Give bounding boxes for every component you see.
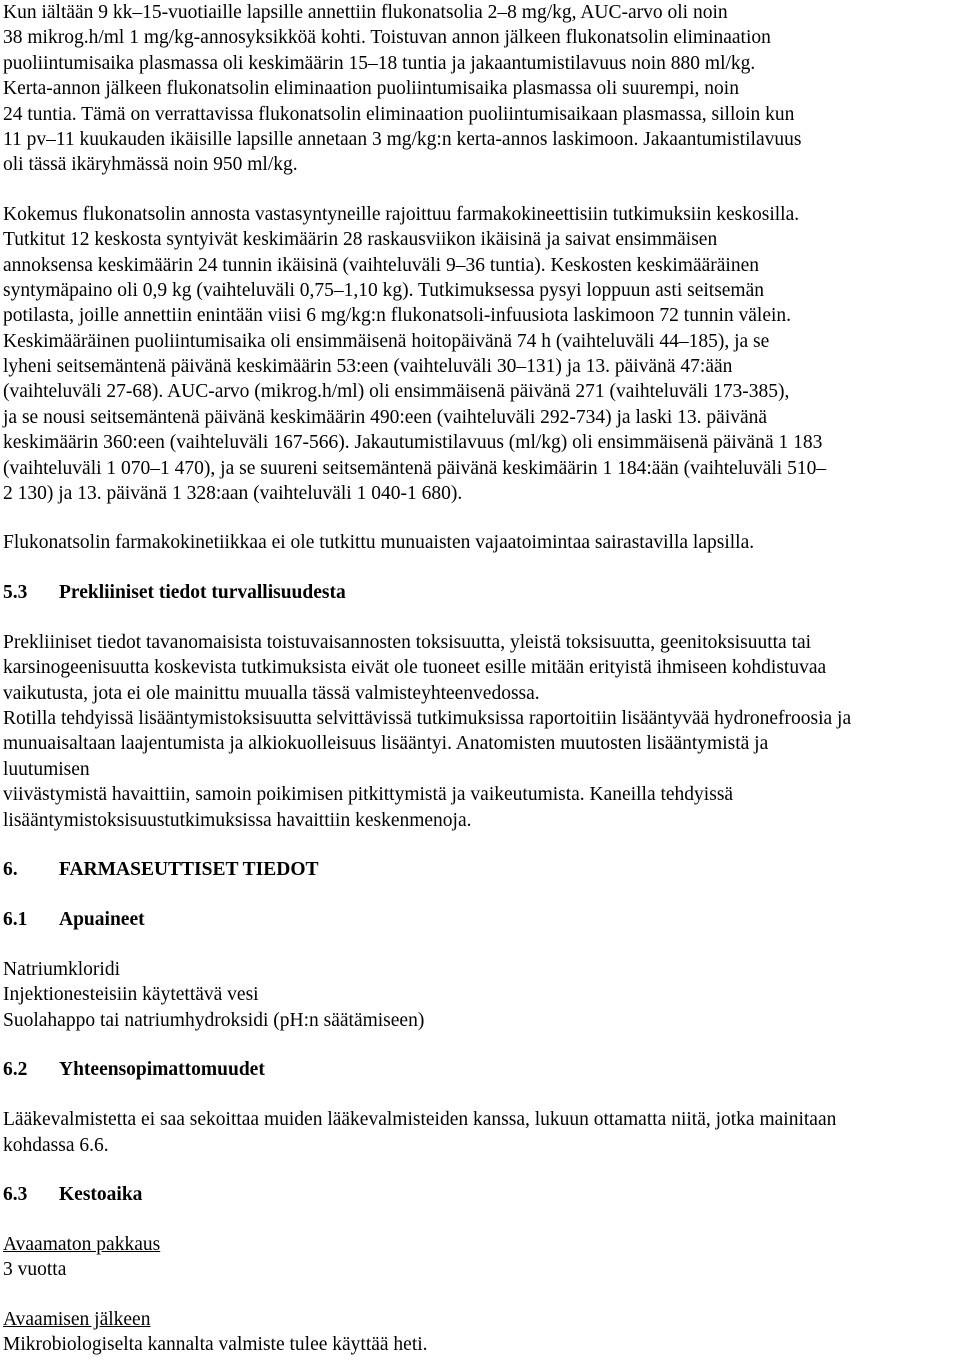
section-number: 6. [3, 858, 18, 880]
text-line: munuaisaltaan laajentumista ja alkiokuolleisuus lisääntyi. Anatomisten muutosten lisääntymistä ja [3, 733, 769, 755]
list-item: Suolahappo tai natriumhydroksidi (pH:n säätämiseen) [3, 1009, 425, 1031]
section-number: 6.1 [3, 908, 28, 930]
paragraph-incompatibilities [3, 1107, 959, 1158]
text-line: karsinogeenisuutta koskevista tutkimuksista eivät ole tuoneet esille mitään erityistä ihmiseen kohdistuvaa [3, 657, 827, 679]
text-line: kohdassa 6.6. [3, 1134, 109, 1156]
section-title: Kestoaika [59, 1183, 143, 1205]
section-title: Apuaineet [59, 908, 145, 930]
excipient-list [3, 957, 959, 1033]
paragraph-preclinical [3, 630, 959, 833]
opened-value: Mikrobiologiselta kannalta valmiste tulee käyttää heti. [3, 1334, 428, 1356]
text-line: keskimäärin 360:een (vaihteluväli 167-566). Jakautumistilavuus (ml/kg) oli ensimmäisenä päivänä 1 183 [3, 432, 823, 454]
section-heading-6 [3, 857, 959, 883]
text-line: annoksensa keskimäärin 24 tunnin ikäisinä (vaihteluväli 9–36 tuntia). Keskosten keskimääräinen [3, 254, 759, 276]
text-line: vaikutusta, jota ei ole mainittu muualla tässä valmisteyhteenvedossa. [3, 682, 540, 704]
text-line: Prekliiniset tiedot tavanomaisista toistuvaisannosten toksisuutta, yleistä toksisuutta, geenitoksisuutta tai [3, 631, 812, 653]
text-line: potilasta, joille annettiin enintään viisi 6 mg/kg:n flukonatsoli-infuusiota laskimoon 72 tunnin välein. [3, 305, 792, 327]
section-number: 6.2 [3, 1059, 28, 1081]
text-line: (vaihteluväli 1 070–1 470), ja se suureni seitsemäntenä päivänä keskimäärin 1 184:ään (vaihteluväli 510– [3, 457, 827, 479]
text-line: 24 tuntia. Tämä on verrattavissa flukonatsolin eliminaation puoliintumisaikaan plasmassa, silloin kun [3, 103, 795, 125]
section-heading-5-3 [3, 580, 959, 606]
text-line: Rotilla tehdyissä lisääntymistoksisuutta selvittävissä tutkimuksissa raportoitiin lisääntyvää hydronefroosia ja [3, 707, 852, 729]
text-line: 38 mikrog.h/ml 1 mg/kg-annosyksikköä kohti. Toistuvan annon jälkeen flukonatsolin eliminaation [3, 27, 771, 49]
text-line: Kokemus flukonatsolin annosta vastasyntyneille rajoittuu farmakokineettisiin tutkimuksiin keskosilla. [3, 203, 800, 225]
text-line: Keskimääräinen puoliintumisaika oli ensimmäisenä hoitopäivänä 74 h (vaihteluväli 44–185), ja se [3, 330, 770, 352]
text-line: syntymäpaino oli 0,9 kg (vaihteluväli 0,75–1,10 kg). Tutkimuksessa pysyi loppuun asti seitsemän [3, 279, 765, 301]
unopened-label: Avaamaton pakkaus [3, 1233, 161, 1255]
paragraph-neonates [3, 202, 959, 507]
text-line: Lääkevalmistetta ei saa sekoittaa muiden lääkevalmisteiden kanssa, lukuun ottamatta niitä, jotka mainitaan [3, 1109, 837, 1131]
document-page [3, 0, 959, 1357]
section-heading-6-3 [3, 1182, 959, 1208]
text-line: luutumisen [3, 758, 90, 780]
text-line: (vaihteluväli 27-68). AUC-arvo (mikrog.h/ml) oli ensimmäisenä päivänä 271 (vaihteluväli 173-385), [3, 381, 790, 403]
list-item: Natriumkloridi [3, 958, 120, 980]
text-line: 11 pv–11 kuukauden ikäisille lapsille annetaan 3 mg/kg:n kerta-annos laskimoon. Jakaantumistilavuus [3, 128, 802, 150]
text-line: lisääntymistoksisuustutkimuksissa havaittiin keskenmenoja. [3, 809, 472, 831]
section-number: 5.3 [3, 581, 28, 603]
text-line: lyheni seitsemäntenä päivänä keskimäärin 53:een (vaihteluväli 30–131) ja 13. päivänä 47:ään [3, 356, 733, 378]
paragraph-pediatric-pk [3, 0, 959, 178]
text-line: Tutkitut 12 keskosta syntyivät keskimäärin 28 raskausviikon ikäisinä ja saivat ensimmäisen [3, 229, 718, 251]
text-line: 2 130) ja 13. päivänä 1 328:aan (vaihteluväli 1 040-1 680). [3, 483, 463, 505]
section-title: Yhteensopimattomuudet [59, 1059, 265, 1081]
text-line: puoliintumisaika plasmassa oli keskimäärin 15–18 tuntia ja jakaantumistilavuus noin 880 ml/kg. [3, 52, 756, 74]
section-title: FARMASEUTTISET TIEDOT [59, 858, 319, 880]
section-heading-6-1 [3, 907, 959, 933]
list-item: Injektionesteisiin käytettävä vesi [3, 984, 259, 1006]
paragraph-renal: Flukonatsolin farmakokinetiikkaa ei ole tutkittu munuaisten vajaatoimintaa sairastavilla lapsilla. [3, 532, 755, 554]
text-line: Kun iältään 9 kk–15-vuotiaille lapsille annettiin flukonatsolia 2–8 mg/kg, AUC-arvo oli noin [3, 2, 728, 23]
text-line: oli tässä ikäryhmässä noin 950 ml/kg. [3, 154, 298, 176]
text-line: ja se nousi seitsemäntenä päivänä keskimäärin 490:een (vaihteluväli 292-734) ja laski 13. päivänä [3, 406, 768, 428]
text-line: Kerta-annon jälkeen flukonatsolin eliminaation puoliintumisaika plasmassa oli suurempi, noin [3, 78, 739, 100]
section-heading-6-2 [3, 1057, 959, 1083]
section-number: 6.3 [3, 1183, 28, 1205]
unopened-value: 3 vuotta [3, 1259, 67, 1281]
opened-label: Avaamisen jälkeen [3, 1308, 151, 1330]
text-line: viivästymistä havaittiin, samoin poikimisen pitkittymistä ja vaikeutumista. Kaneilla tehdyissä [3, 784, 734, 806]
section-title: Prekliiniset tiedot turvallisuudesta [59, 581, 346, 603]
